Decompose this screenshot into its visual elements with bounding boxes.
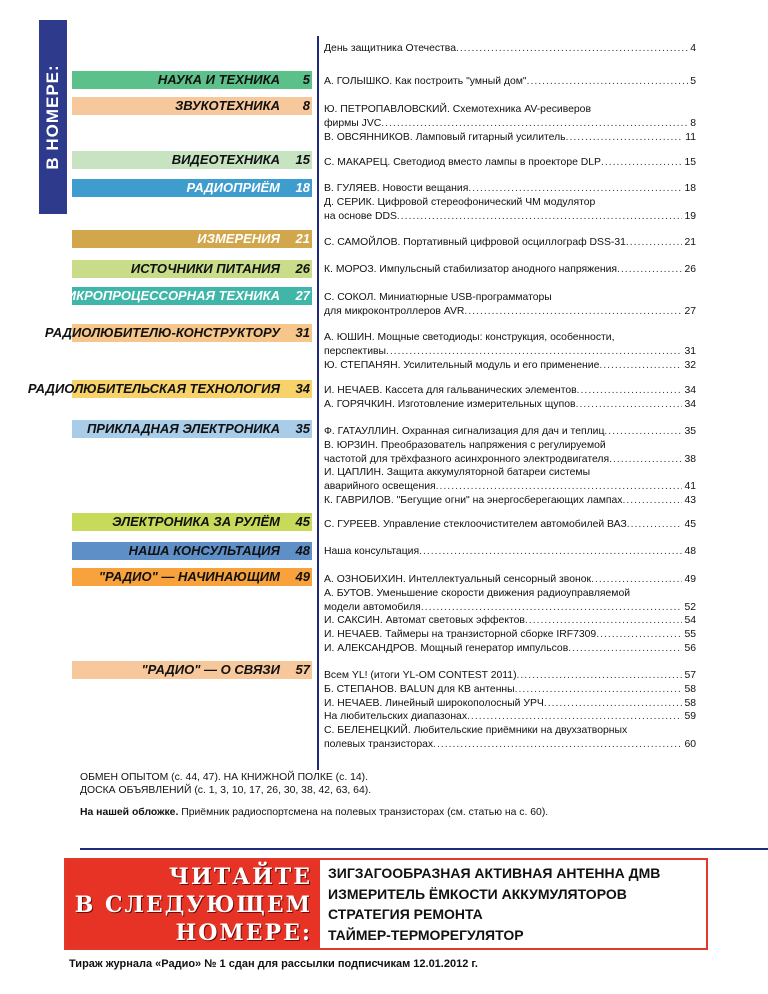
toc-group: [324, 75, 696, 89]
toc-entry: [324, 131, 696, 145]
toc-entry: [324, 738, 696, 752]
toc-group: [324, 573, 696, 656]
dot-leader: [436, 480, 683, 494]
section-header: [72, 71, 312, 89]
toc-entry-title: И. АЛЕКСАНДРОВ. Мощный генератор импульсов: [324, 642, 569, 654]
toc-entry: [324, 545, 696, 559]
next-issue-heading: [66, 860, 320, 948]
toc-entry: [324, 642, 696, 656]
dot-leader: [577, 384, 683, 398]
toc-entry-title: И. НЕЧАЕВ. Кассета для гальванических элементов: [324, 385, 577, 396]
section-name: РАДИОЛЮБИТЕЛЬСКАЯ ТЕХНОЛОГИЯ: [27, 381, 280, 396]
toc-entry: [324, 614, 696, 628]
toc-entry-title: В. ЮРЗИН. Преобразователь напряжения с регулируемой: [324, 439, 606, 451]
section-page: 48: [295, 543, 310, 558]
toc-entry-page: 60: [684, 738, 696, 750]
toc-entry-title: С. МАКАРЕЦ. Светодиод вместо лампы в проекторе DLP: [324, 157, 601, 168]
toc-entry: [324, 573, 696, 587]
toc-entry-title: Всем YL! (итоги YL-OM CONTEST 2011): [324, 670, 517, 681]
next-issue-item: ТАЙМЕР-ТЕРМОРЕГУЛЯТОР: [328, 926, 524, 943]
toc-entry-page: 15: [684, 157, 696, 168]
toc-entry-title: На любительских диапазонах: [324, 711, 468, 723]
toc-entry-page: 34: [684, 398, 696, 410]
toc-entry-title: Ю. ПЕТРОПАВЛОВСКИЙ. Схемотехника AV-ресиверов: [324, 104, 591, 115]
toc-entry: [324, 345, 696, 359]
toc-entry-title: И. ЦАПЛИН. Защита аккумуляторной батареи системы: [324, 467, 591, 479]
next-issue-item: ЗИГЗАГООБРАЗНАЯ АКТИВНАЯ АНТЕННА ДМВ: [328, 865, 661, 881]
section-page: 34: [295, 381, 310, 396]
toc-entry-page: 18: [684, 183, 696, 194]
toc-entry-title: А. БУТОВ. Уменьшение скорости движения радиоуправляемой: [324, 587, 631, 599]
section-header: [72, 661, 312, 679]
toc-group: [324, 156, 696, 170]
toc-group: [324, 384, 696, 412]
section-page: 8: [302, 98, 310, 113]
dot-leader: [381, 117, 688, 131]
toc-entry: [324, 710, 696, 724]
section-name: МИКРОПРОЦЕССОРНАЯ ТЕХНИКА: [55, 288, 280, 303]
section-header: [72, 542, 312, 560]
toc-entry: [324, 398, 696, 412]
toc-entry-title: А. ЮШИН. Мощные светодиоды: конструкция, особенности,: [324, 332, 615, 343]
toc-entry-page: 27: [684, 305, 696, 317]
toc-entry-title: День защитника Отечества: [324, 43, 456, 54]
toc-entry: [324, 210, 696, 224]
toc-group: [324, 236, 696, 250]
toc-entry: [324, 117, 696, 131]
toc-entry-title: К. ГАВРИЛОВ. "Бегущие огни" на энергосберегающих лампах: [324, 494, 623, 506]
toc-entry: [324, 75, 696, 89]
toc-entry-title: И. НЕЧАЕВ. Таймеры на транзисторной сборке IRF7309: [324, 629, 597, 641]
dot-leader: [386, 345, 682, 359]
footer-note: Тираж журнала «Радио» № 1 сдан для рассылки подписчикам 12.01.2012 г.: [69, 958, 478, 970]
toc-entry-title: С. ГУРЕЕВ. Управление стеклоочистителем автомобилей ВАЗ: [324, 519, 627, 530]
toc-entry: [324, 724, 696, 738]
toc-entry: [324, 466, 696, 480]
section-header: [72, 568, 312, 586]
misc-line-2: ДОСКА ОБЪЯВЛЕНИЙ (с. 1, 3, 10, 17, 26, 30, 38, 42, 63, 64).: [80, 785, 372, 796]
toc-entry-page: 19: [684, 210, 696, 222]
toc-entry: [324, 518, 696, 532]
dot-leader: [517, 669, 683, 683]
toc-entry-page: 21: [684, 237, 696, 248]
section-header: [44, 324, 312, 342]
dot-leader: [601, 156, 682, 170]
section-name: ИСТОЧНИКИ ПИТАНИЯ: [130, 261, 280, 276]
toc-entry-title: модели автомобиля: [324, 601, 421, 613]
next-heading-line: В СЛЕДУЮЩЕМ: [74, 892, 312, 918]
dot-leader: [527, 75, 689, 89]
dot-leader: [433, 738, 682, 752]
next-issue-item: ИЗМЕРИТЕЛЬ ЁМКОСТИ АККУМУЛЯТОРОВ: [328, 885, 627, 902]
toc-entry-title: С. САМОЙЛОВ. Портативный цифровой осциллограф DSS-31: [324, 237, 626, 248]
toc-entry-page: 49: [684, 574, 696, 585]
toc-entry-page: 11: [685, 131, 696, 143]
toc-entry-title: перспективы: [324, 345, 386, 357]
section-header: [27, 380, 312, 398]
section-page: 27: [295, 288, 310, 303]
toc-entry-title: А. ГОРЯЧКИН. Изготовление измерительных щупов: [324, 398, 576, 410]
toc-entry-title: Наша консультация: [324, 546, 420, 557]
dot-leader: [599, 359, 682, 373]
dot-leader: [604, 425, 682, 439]
side-tab: [39, 20, 67, 214]
dot-leader: [591, 573, 682, 587]
dot-leader: [566, 131, 684, 145]
section-name: РАДИОЛЮБИТЕЛЮ-КОНСТРУКТОРУ: [44, 325, 280, 340]
toc-entry-title: частотой для трёхфазного асинхронного электродвигателя: [324, 453, 610, 465]
section-name: ПРИКЛАДНАЯ ЭЛЕКТРОНИКА: [86, 421, 280, 436]
dot-leader: [596, 628, 682, 642]
section-header: [72, 260, 312, 278]
section-page: 31: [295, 325, 310, 340]
toc-entry-title: В. ГУЛЯЕВ. Новости вещания: [324, 183, 469, 194]
toc-entry: [324, 453, 696, 467]
section-header: [72, 513, 312, 531]
toc-group: [324, 331, 696, 372]
toc-entry-title: С. СОКОЛ. Миниатюрные USB-программаторы: [324, 292, 552, 303]
section-header: [72, 230, 312, 248]
toc-entry-page: 41: [684, 481, 696, 493]
toc-entry-title: И. САКСИН. Автомат световых эффектов: [324, 615, 525, 627]
section-name: ЗВУКОТЕХНИКА: [174, 98, 280, 113]
toc-entry: [324, 480, 696, 494]
dot-leader: [464, 305, 682, 319]
section-name: НАУКА И ТЕХНИКА: [157, 72, 280, 87]
section-name: "РАДИО" — НАЧИНАЮЩИМ: [98, 569, 280, 584]
next-issue-item: СТРАТЕГИЯ РЕМОНТА: [328, 906, 483, 922]
dot-leader: [622, 494, 682, 508]
toc-entry-title: на основе DDS: [324, 210, 397, 222]
toc-entry: [324, 425, 696, 439]
toc-entry: [324, 103, 696, 117]
toc-entry: [324, 156, 696, 170]
toc-group: [324, 518, 696, 532]
dot-leader: [419, 545, 682, 559]
toc-entry-title: Д. СЕРИК. Цифровой стереофонический ЧМ модулятор: [324, 196, 596, 208]
toc-entry-title: полевых транзисторах: [324, 738, 434, 750]
toc-entry-page: 26: [684, 264, 696, 275]
dot-leader: [544, 697, 683, 711]
section-page: 15: [295, 152, 310, 167]
section-name: ВИДЕОТЕХНИКА: [171, 152, 280, 167]
next-heading-line: ЧИТАЙТЕ: [168, 864, 312, 890]
dot-leader: [626, 236, 683, 250]
toc-entry: [324, 628, 696, 642]
dot-leader: [456, 42, 688, 56]
toc-entry: [324, 587, 696, 601]
toc-group: [324, 425, 696, 508]
toc-entry: [324, 697, 696, 711]
toc-group: [324, 669, 696, 752]
toc-entry-title: аварийного освещения: [324, 481, 436, 493]
toc-entry-title: Ф. ГАТАУЛЛИН. Охранная сигнализация для дач и теплиц: [324, 426, 605, 437]
toc-entry: [324, 669, 696, 683]
section-page: 21: [295, 231, 310, 246]
toc-entry-page: 45: [684, 519, 696, 530]
cover-label: На нашей обложке.: [80, 807, 179, 818]
toc-entry: [324, 683, 696, 697]
section-page: 18: [295, 180, 310, 195]
dot-leader: [617, 263, 682, 277]
dot-leader: [568, 642, 682, 656]
toc-entry-page: 54: [684, 615, 696, 627]
cover-text: Приёмник радиоспортсмена на полевых транзисторах (см. статью на с. 60).: [181, 807, 549, 818]
toc-entry: [324, 305, 696, 319]
toc-entry-page: 48: [684, 546, 696, 557]
dot-leader: [467, 710, 682, 724]
section-header: [55, 287, 312, 305]
toc-entry-title: С. БЕЛЕНЕЦКИЙ. Любительские приёмники на двухзатворных: [324, 725, 628, 737]
section-name: РАДИОПРИЁМ: [186, 180, 280, 195]
toc-entry-title: Б. СТЕПАНОВ. BALUN для КВ антенны: [324, 683, 515, 695]
toc-entry: [324, 331, 696, 345]
toc-entry-page: 56: [684, 642, 696, 654]
toc-entry: [324, 359, 696, 373]
toc-entry-page: 34: [684, 385, 696, 396]
toc-entry-page: 59: [684, 711, 696, 723]
toc-entry-page: 31: [684, 345, 696, 357]
toc-entry-page: 32: [684, 359, 696, 371]
vertical-divider: [317, 36, 319, 770]
next-heading-line: НОМЕРЕ:: [175, 920, 312, 946]
dot-leader: [515, 683, 683, 697]
section-header: [72, 151, 312, 169]
next-issue-box: [64, 858, 708, 950]
dot-leader: [397, 210, 683, 224]
toc-entry-page: 43: [684, 494, 696, 506]
toc-entry: [324, 42, 696, 56]
toc-entry-title: И. НЕЧАЕВ. Линейный широкополосный УРЧ: [324, 697, 544, 709]
toc-entry: [324, 196, 696, 210]
section-page: 35: [295, 421, 310, 436]
dot-leader: [627, 518, 683, 532]
section-header: [72, 179, 312, 197]
toc-entry-page: 38: [684, 453, 696, 465]
section-name: ЭЛЕКТРОНИКА ЗА РУЛЁМ: [112, 514, 280, 529]
dot-leader: [609, 453, 682, 467]
toc-group: [324, 103, 696, 144]
toc-entry: [324, 439, 696, 453]
toc-entry-page: 57: [684, 670, 696, 681]
toc-entry-title: Ю. СТЕПАНЯН. Усилительный модуль и его применение: [324, 359, 600, 371]
toc-entry: [324, 236, 696, 250]
toc-entry-title: А. ГОЛЫШКО. Как построить "умный дом": [324, 76, 527, 87]
toc-entry: [324, 263, 696, 277]
toc-entry: [324, 291, 696, 305]
toc-entry-page: 8: [690, 117, 696, 129]
dot-leader: [468, 182, 682, 196]
section-page: 49: [295, 569, 310, 584]
toc-entry: [324, 601, 696, 615]
toc-group: [324, 182, 696, 223]
toc-entry-page: 55: [684, 629, 696, 641]
toc-entry-title: А. ОЗНОБИХИН. Интеллектуальный сенсорный звонок: [324, 574, 592, 585]
section-name: "РАДИО" — О СВЯЗИ: [141, 662, 280, 677]
horizontal-divider: [80, 848, 768, 850]
next-issue-items: [328, 863, 660, 945]
section-name: ИЗМЕРЕНИЯ: [197, 231, 280, 246]
dot-leader: [525, 614, 683, 628]
toc-entry-title: для микроконтроллеров AVR: [324, 305, 465, 317]
toc-entry-page: 58: [684, 697, 696, 709]
dot-leader: [421, 601, 683, 615]
toc-entry-title: К. МОРОЗ. Импульсный стабилизатор анодного напряжения: [324, 264, 618, 275]
toc-entry: [324, 182, 696, 196]
toc-entry-page: 35: [684, 426, 696, 437]
section-name: НАША КОНСУЛЬТАЦИЯ: [128, 543, 280, 558]
toc-entry-page: 52: [684, 601, 696, 613]
section-header: [72, 97, 312, 115]
toc-entry-title: фирмы JVC: [324, 117, 382, 129]
side-tab-label: В НОМЕРЕ:: [43, 64, 62, 170]
toc-entry-page: 5: [690, 76, 696, 87]
section-page: 5: [302, 72, 310, 87]
toc-entry-page: 58: [684, 683, 696, 695]
toc-entry: [324, 384, 696, 398]
toc-entry-page: 4: [690, 43, 696, 54]
section-page: 45: [295, 514, 310, 529]
misc-line-1: ОБМЕН ОПЫТОМ (с. 44, 47). НА КНИЖНОЙ ПОЛКЕ (с. 14).: [80, 772, 369, 783]
toc-group: [324, 263, 696, 277]
cover-note: [80, 806, 548, 819]
toc-group: [324, 291, 696, 319]
toc-entry-title: В. ОВСЯННИКОВ. Ламповый гитарный усилитель: [324, 131, 566, 143]
toc-group: [324, 545, 696, 559]
section-page: 26: [295, 261, 310, 276]
toc-group: [324, 42, 696, 56]
toc-entry: [324, 494, 696, 508]
section-header: [72, 420, 312, 438]
section-page: 57: [295, 662, 310, 677]
dot-leader: [576, 398, 683, 412]
